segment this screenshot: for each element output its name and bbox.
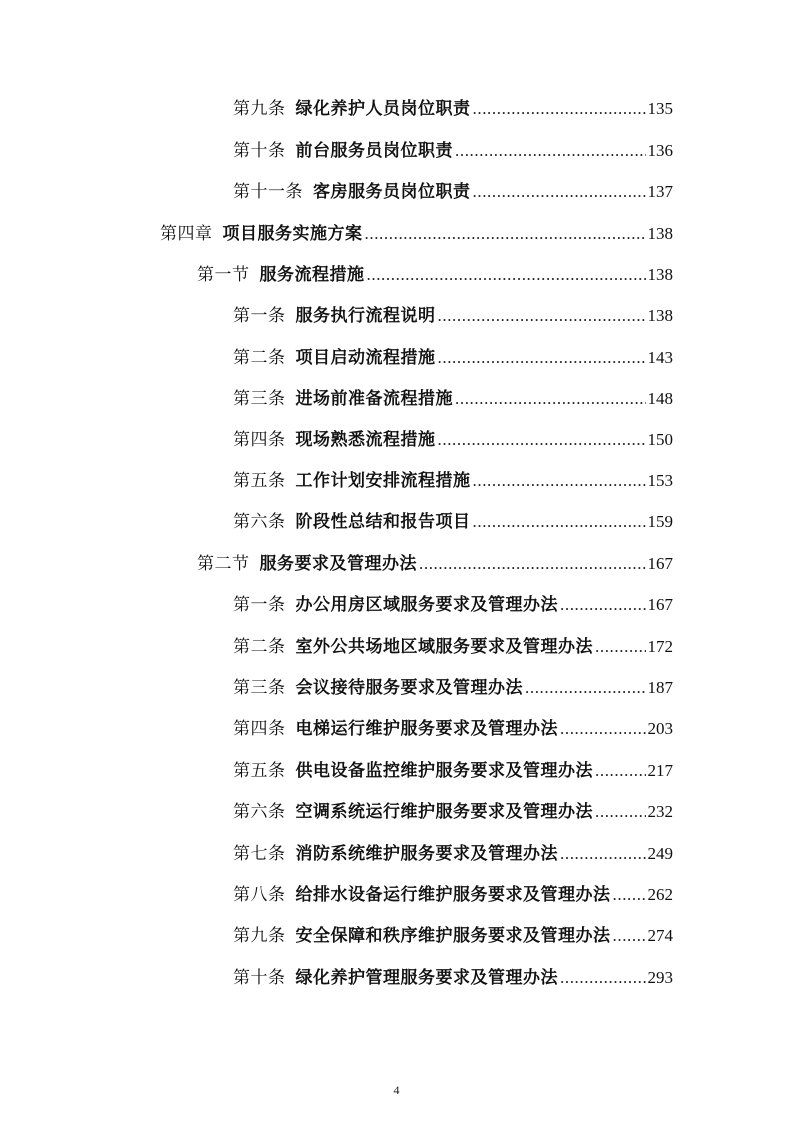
toc-entry-title: 客房服务员岗位职责: [313, 182, 471, 202]
toc-entry-number: 第四章: [160, 224, 213, 244]
dot-leader: [595, 635, 646, 659]
toc-entry-page: 172: [647, 637, 673, 656]
toc-entry-title: 工作计划安排流程措施: [295, 471, 471, 491]
toc-entry-title: 进场前准备流程措施: [295, 389, 453, 409]
toc-entry-number: 第四条: [233, 719, 286, 739]
toc-entry-title: 服务流程措施: [259, 265, 365, 285]
toc-entry-number: 第七条: [233, 844, 286, 864]
toc-entry-title: 服务执行流程说明: [295, 306, 436, 326]
toc-entry-title: 空调系统运行维护服务要求及管理办法: [295, 802, 593, 822]
dot-leader: [560, 842, 646, 866]
toc-entry[interactable]: [233, 635, 673, 659]
dot-leader: [560, 593, 646, 617]
toc-entry-page: 136: [647, 141, 673, 160]
toc-chapter-entry[interactable]: [160, 222, 673, 246]
toc-section-entry[interactable]: [197, 263, 673, 287]
toc-entry[interactable]: [233, 717, 673, 741]
toc-entry-title: 现场熟悉流程措施: [295, 430, 436, 450]
toc-entry-number: 第二节: [197, 554, 250, 574]
toc-entry-number: 第十一条: [233, 182, 303, 202]
toc-entry-number: 第四条: [233, 430, 286, 450]
toc-entry-page: 187: [647, 678, 673, 697]
toc-entry-number: 第一条: [233, 306, 286, 326]
dot-leader: [525, 676, 646, 700]
toc-entry-page: 135: [647, 99, 673, 118]
toc-entry-page: 167: [647, 554, 673, 573]
toc-entry[interactable]: [233, 800, 673, 824]
toc-entry[interactable]: [233, 842, 673, 866]
dot-leader: [473, 510, 646, 534]
dot-leader: [560, 717, 646, 741]
toc-entry-page: 148: [647, 389, 673, 408]
dot-leader: [595, 759, 646, 783]
toc-entry-number: 第三条: [233, 678, 286, 698]
dot-leader: [560, 966, 646, 990]
toc-entry[interactable]: [233, 966, 673, 990]
toc-entry-page: 159: [647, 512, 673, 531]
toc-entry-number: 第一条: [233, 595, 286, 615]
toc-entry-title: 电梯运行维护服务要求及管理办法: [295, 719, 558, 739]
toc-entry[interactable]: [233, 387, 673, 411]
toc-entry[interactable]: [233, 924, 673, 948]
toc-entry-page: 217: [647, 761, 673, 780]
toc-entry-number: 第八条: [233, 885, 286, 905]
dot-leader: [419, 552, 646, 576]
toc-entry-title: 安全保障和秩序维护服务要求及管理办法: [295, 926, 611, 946]
toc-entry-page: 293: [647, 968, 673, 987]
toc-entry-page: 249: [647, 844, 673, 863]
toc-entry-title: 项目服务实施方案: [222, 224, 363, 244]
dot-leader: [438, 304, 646, 328]
toc-entry-number: 第九条: [233, 99, 286, 119]
toc-entry-title: 消防系统维护服务要求及管理办法: [295, 844, 558, 864]
dot-leader: [438, 428, 646, 452]
toc-entry-number: 第一节: [197, 265, 250, 285]
toc-entry[interactable]: [233, 346, 673, 370]
toc-entry-title: 服务要求及管理办法: [259, 554, 417, 574]
toc-entry-page: 262: [647, 885, 673, 904]
dot-leader: [473, 469, 646, 493]
dot-leader: [365, 222, 646, 246]
toc-entry-title: 给排水设备运行维护服务要求及管理办法: [295, 885, 611, 905]
toc-entry[interactable]: [233, 469, 673, 493]
dot-leader: [473, 180, 646, 204]
toc-entry[interactable]: [233, 139, 673, 163]
toc-entry-page: 138: [647, 265, 673, 284]
toc-entry-number: 第五条: [233, 761, 286, 781]
toc-entry-number: 第二条: [233, 348, 286, 368]
dot-leader: [613, 924, 646, 948]
dot-leader: [455, 387, 646, 411]
toc-entry-number: 第十条: [233, 968, 286, 988]
toc-entry-title: 项目启动流程措施: [295, 348, 436, 368]
toc-entry-number: 第九条: [233, 926, 286, 946]
toc-entry-title: 阶段性总结和报告项目: [295, 512, 471, 532]
dot-leader: [455, 139, 646, 163]
toc-entry-page: 274: [647, 926, 673, 945]
toc-entry-title: 供电设备监控维护服务要求及管理办法: [295, 761, 593, 781]
dot-leader: [595, 800, 646, 824]
toc-entry[interactable]: [233, 593, 673, 617]
toc-entry-title: 绿化养护人员岗位职责: [295, 99, 471, 119]
toc-entry[interactable]: [233, 759, 673, 783]
toc-entry-title: 会议接待服务要求及管理办法: [295, 678, 523, 698]
dot-leader: [438, 346, 646, 370]
dot-leader: [367, 263, 646, 287]
toc-entry-title: 绿化养护管理服务要求及管理办法: [295, 968, 558, 988]
page-number: 4: [393, 1083, 400, 1097]
toc-entry[interactable]: [233, 180, 673, 204]
toc-entry-title: 办公用房区域服务要求及管理办法: [295, 595, 558, 615]
toc-entry-title: 室外公共场地区域服务要求及管理办法: [295, 637, 593, 657]
toc-entry-number: 第六条: [233, 512, 286, 532]
toc-entry-number: 第六条: [233, 802, 286, 822]
toc-entry-number: 第十条: [233, 141, 286, 161]
dot-leader: [473, 97, 646, 121]
toc-entry[interactable]: [233, 304, 673, 328]
toc-entry-page: 138: [647, 224, 673, 243]
toc-entry-number: 第五条: [233, 471, 286, 491]
toc-entry[interactable]: [233, 97, 673, 121]
toc-entry-page: 143: [647, 348, 673, 367]
toc-entry[interactable]: [233, 676, 673, 700]
toc-entry-page: 150: [647, 430, 673, 449]
toc-entry[interactable]: [233, 428, 673, 452]
toc-entry-page: 138: [647, 306, 673, 325]
toc-entry-page: 203: [647, 719, 673, 738]
toc-section-entry[interactable]: [197, 552, 673, 576]
toc-entry-number: 第二条: [233, 637, 286, 657]
dot-leader: [613, 883, 646, 907]
toc-entry-title: 前台服务员岗位职责: [295, 141, 453, 161]
toc-entry-page: 232: [647, 802, 673, 821]
toc-entry-page: 137: [647, 182, 673, 201]
toc-entry-page: 153: [647, 471, 673, 490]
toc-entry[interactable]: [233, 510, 673, 534]
toc-entry-page: 167: [647, 595, 673, 614]
toc-entry-number: 第三条: [233, 389, 286, 409]
toc-entry[interactable]: [233, 883, 673, 907]
